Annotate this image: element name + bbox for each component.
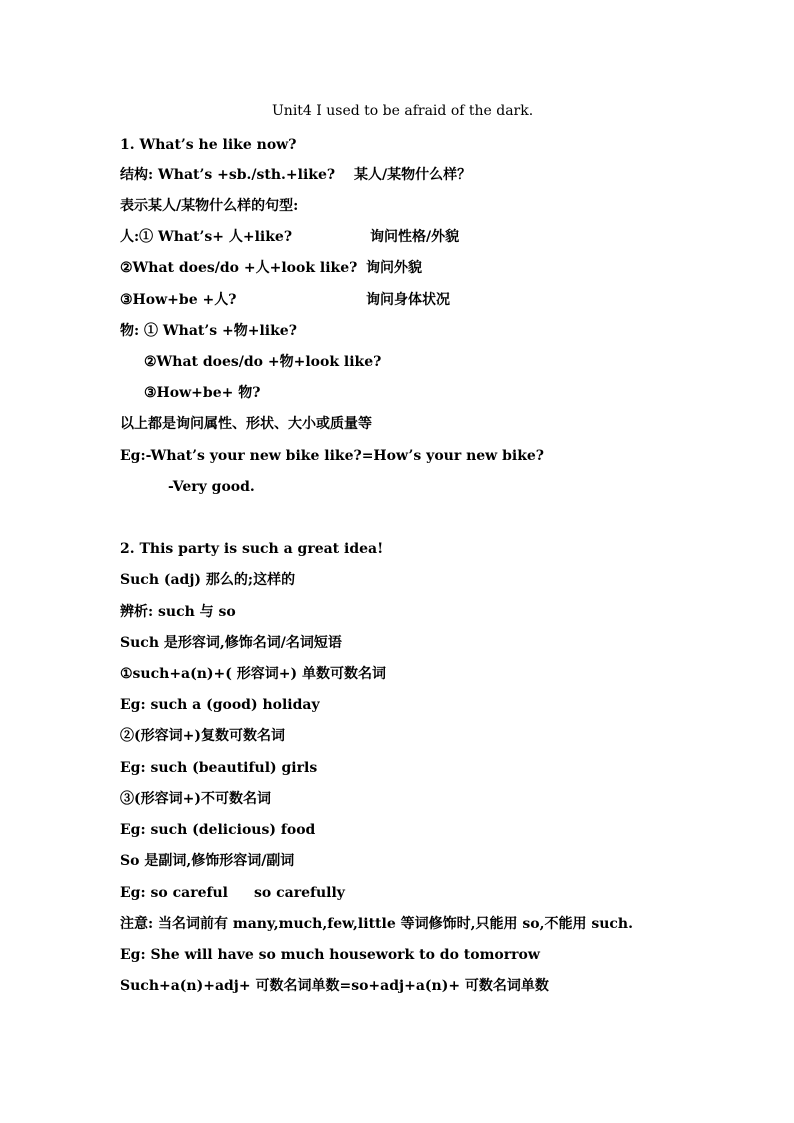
example-3: Eg: such (delicious) food	[120, 822, 316, 838]
rule-2: ②(形容词+)复数可数名词	[120, 728, 285, 744]
example-answer: -Very good.	[168, 479, 255, 495]
thing-line-2: ②What does/do +物+look like?	[144, 354, 382, 370]
intro-line: 表示某人/某物什么样的句型:	[120, 198, 299, 214]
person-3-left: ③How+be +人?	[120, 292, 237, 308]
person-2-left: ②What does/do +人+look like?	[120, 260, 358, 276]
rule-1: ①such+a(n)+( 形容词+) 单数可数名词	[120, 666, 386, 682]
so-example-line	[120, 884, 345, 902]
example-question: Eg:-What’s your new bike like?=How’s your new bike?	[120, 448, 545, 464]
note-line: 以上都是询问属性、形状、大小或质量等	[120, 416, 372, 432]
formula-line: Such+a(n)+adj+ 可数名词单数=so+adj+a(n)+ 可数名词单数	[120, 978, 549, 994]
example-2: Eg: such (beautiful) girls	[120, 760, 318, 776]
section2-heading: 2. This party is such a great idea!	[120, 541, 384, 557]
so-example-left: Eg: so careful	[120, 885, 228, 901]
person-1-right: 询问性格/外貌	[370, 229, 460, 245]
such-description: Such 是形容词,修饰名词/名词短语	[120, 635, 342, 651]
compare-line: 辨析: such 与 so	[120, 604, 236, 620]
structure-right: 某人/某物什么样？	[354, 167, 472, 183]
thing-line-1: 物: ① What’s +物+like?	[120, 323, 297, 339]
person-line-2	[120, 259, 422, 277]
so-example-right: so carefully	[254, 885, 345, 901]
person-2-right: 询问外貌	[366, 260, 422, 276]
person-line-1	[120, 228, 460, 246]
attention-example: Eg: She will have so much housework to do tomorrow	[120, 947, 540, 963]
so-description: So 是副词,修饰形容词/副词	[120, 853, 295, 869]
person-line-3	[120, 291, 450, 309]
attention-line: 注意: 当名词前有 many,much,few,little 等词修饰时,只能用 so,不能用 such.	[120, 916, 633, 932]
such-definition: Such (adj) 那么的;这样的	[120, 572, 296, 588]
structure-left: 结构: What’s +sb./sth.+like?	[120, 167, 336, 183]
person-3-right: 询问身体状况	[366, 292, 450, 308]
thing-line-3: ③How+be+ 物?	[144, 385, 261, 401]
section1-heading: 1. What’s he like now?	[120, 137, 297, 153]
example-1: Eg: such a (good) holiday	[120, 697, 320, 713]
person-1-left: 人:① What’s+ 人+like?	[120, 229, 293, 245]
structure-line	[120, 166, 472, 184]
document-title: Unit4 I used to be afraid of the dark.	[272, 103, 534, 119]
rule-3: ③(形容词+)不可数名词	[120, 791, 271, 807]
